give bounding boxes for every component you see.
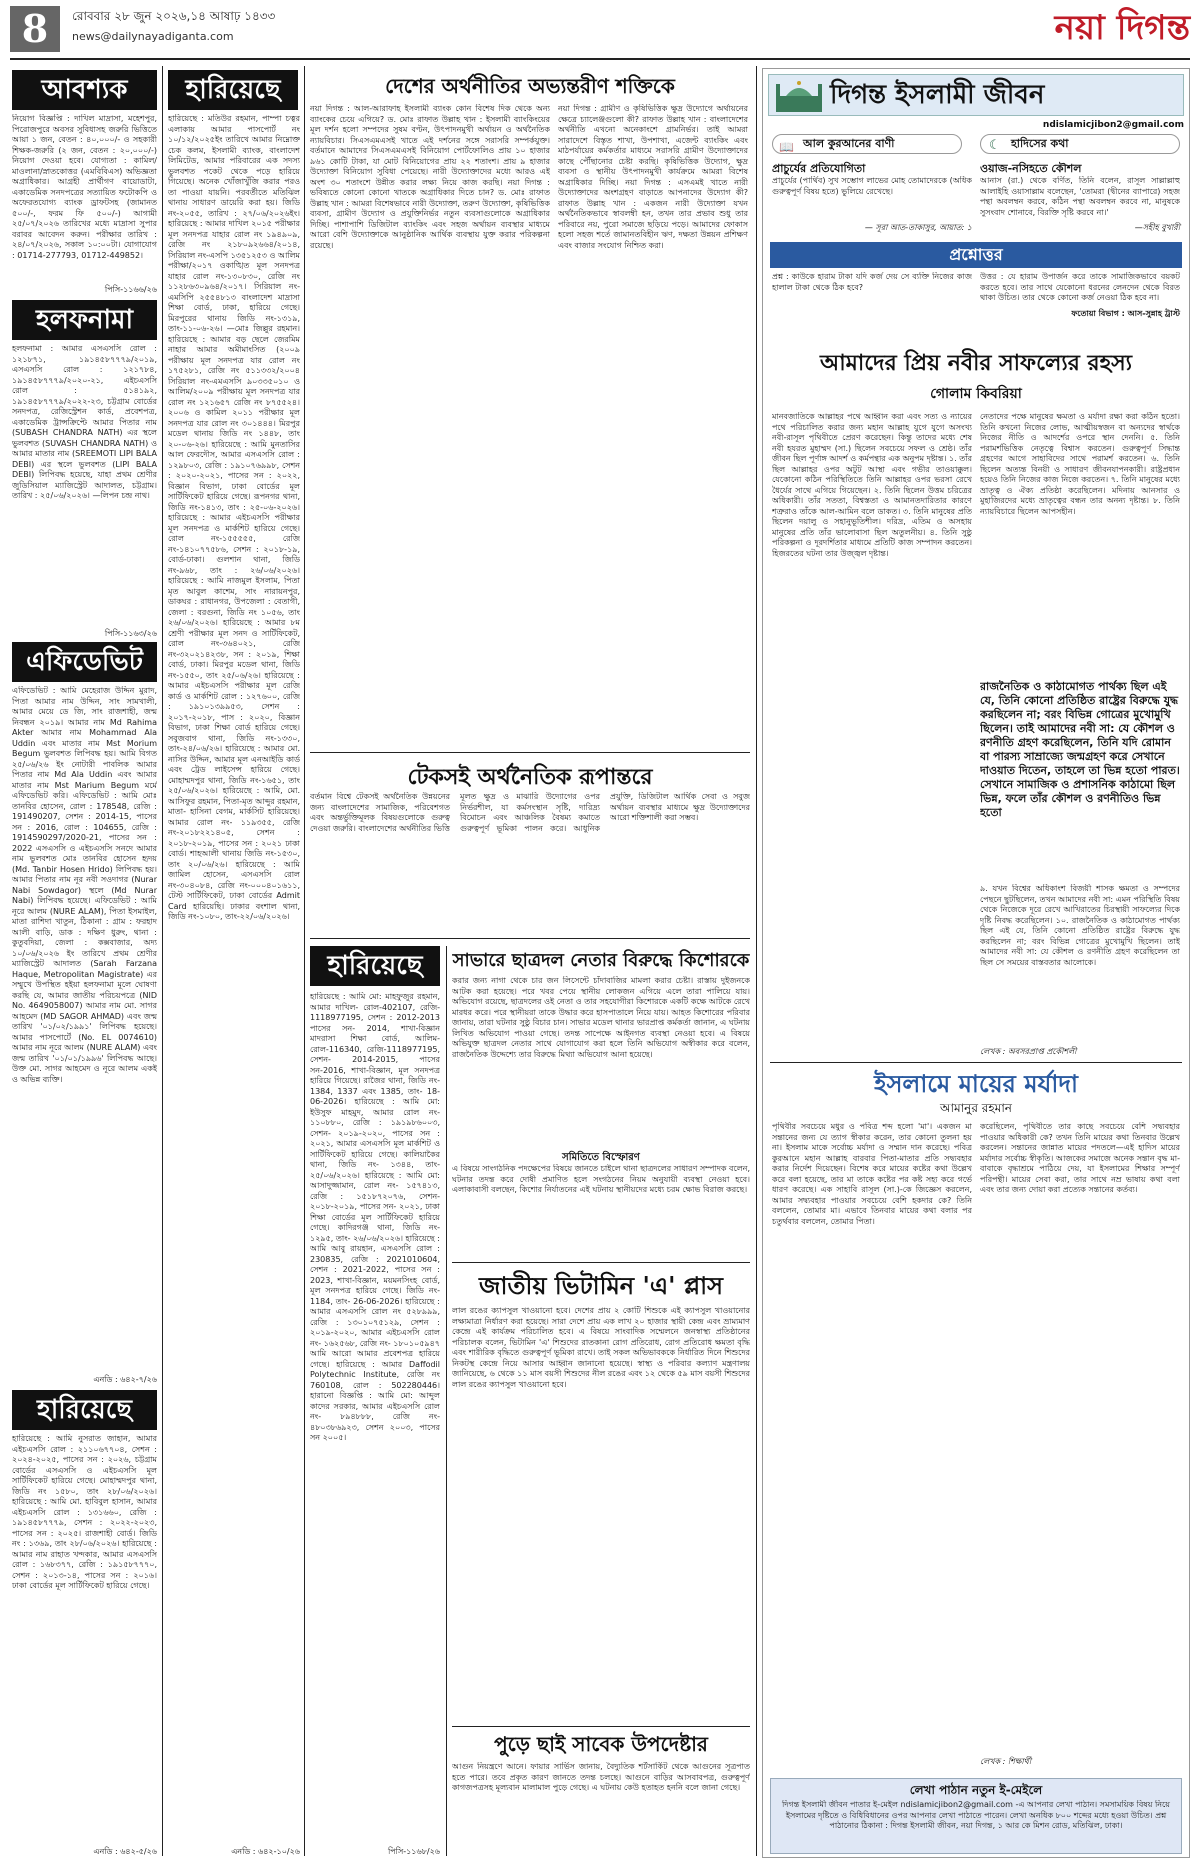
masthead-logo: নয়া দিগন্ত: [1054, 8, 1190, 48]
harieche-code-col2: এনডি : ৬৪২-১০/২৬: [231, 1847, 300, 1856]
center-rule-2: [310, 938, 750, 939]
puruchai-text: আগুন নিয়ন্ত্রণে আনে। ফায়ার সার্ভিস জানায়, বৈদ্যুতিক শর্টসার্কিট থেকে আগুনের সূত্রপাত হতে পারে। তবে প্রকৃত কারণ জানতে তদন্ত চলছে। আগুনে বাড়ির আসবাবপত্র, গুরুত্বপূর্ণ কাগজপত্রসহ মূল্যবান মালামাল পুড়ে গেছে। এ ঘটনায় কেউ হতাহত হননি বলে জানা গেছে।: [452, 1762, 750, 1792]
kishore-text: করার জন্য নাগা থেকে চার জন লিসেন্টে চাঁদাবাজির মামলা করার চেষ্টা। রাস্তায় দুইজনকে আটক করা হয়েছে। পরে খবর পেয়ে স্থানীয় লোকজন এগিয়ে এলে তারা পালিয়ে যায়। অভিযোগ রয়েছে, ছাত্রদলের ওই নেতা ও তার সহযোগীরা কিশোরকে একটি কক্ষে আটকে রেখে মারধর করে। পরে স্থানীয়রা তাকে উদ্ধার করে হাসপাতালে নিয়ে যায়। আহত কিশোরের পরিবার জানায়, তারা ঘটনার সুষ্ঠু বিচার চান। সাভার মডেল থানার ভারপ্রাপ্ত কর্মকর্তা জানান, এ ঘটনায় লিখিত অভিযোগ পাওয়া গেছে। তদন্ত সাপেক্ষে আইনগত ব্যবস্থা নেওয়া হবে। এ বিষয়ে অভিযুক্ত ছাত্রদল নেতার সাথে যোগাযোগ করা হলে তিনি অভিযোগ অস্বীকার করে বলেন, রাজনৈতিক উদ্দেশ্যে তার বিরুদ্ধে মিথ্যা অভিযোগ আনা হয়েছে।: [452, 976, 750, 1059]
affidavit-text: এফিডেভিট : আমি মেহেরাজ উদ্দিন মুরাদ, পিতা আমার নাম উদ্দিন, সাং সামখালী, আমার মেয়ে ডে জি, সাং রাজশাহী, জন্ম নিবন্ধন ২০১৯। আমার নাম Md Rahima Akter আমার নাম Mohammad Ala Uddin এবং মাতার নাম Mst Morium Begum ভুলবশত লিপিবদ্ধ হয়। আমি বিগত ২৫/০৬/২৬ ইং নোটারী পাবলিক আমার পিতার নাম Md Ala Uddin এবং আমার মাতার নাম Mst Marium Begum মর্মে এফিডেভিট করি। এফিডেভিট : আমি মোঃ তানবির হোসেন, রোল : 178548, রেজি : 191490207, সেশন : 2014-15, পাসের সন : 2016, রোল : 104655, রেজি : 1914590297/2020-21, পাসের সন : 2022 এসএসসি ও এইচএসসি সনদে আমার নাম ভুলবশত মোঃ তানবির হোসেন হৃদয় (Md. Tanbir Hosen Hrido) লিপিবদ্ধ হয়। আমার পিতার নাম নূর নবী সওদাগর (Nurar Nabi Sowdagor) স্থলে (Md Nurar Nabi) লিপিবদ্ধ হয়েছে। এফিডেভিট : আমি নূরে আলম (NURE ALAM), পিতা ইসমাইল, মাতা রাশিদা খাতুন, ঠিকানা : গ্রাম : ফরহাদ আলী বাড়ি, ডাক : দক্ষিণ ধুরুং, থানা : কুতুবদিয়া, জেলা : কক্সবাজার, অদ্য ১০/০৬/২০২৬ ইং তারিখে প্রথম শ্রেণীর ম্যাজিস্ট্রেট আদালত (Sarah Farzana Haque, Metropolitan Magistrate) এর সম্মুখে উপস্থিত হইয়া হলফনামা মূলে ঘোষণা করছি যে, আমার জাতীয় পরিচয়পত্রে (NID No. 4649058007) আমার নাম মো. সাগর আহমেদ (MD SAGOR AHMAD) এবং জন্ম তারিখ '০১/০২/১৯৯১' লিপিবদ্ধ হয়েছে। আমার পাসপোর্টে (No. EL 0074610) আমার নাম নূরে আলম (NURE ALAM) এবং জন্ম তারিখ '০১/০১/১৯৯৬' লিপিবদ্ধ আছে। উক্ত মো. সাগর আহমেদ ও নূরে আলম একই ও অভিন্ন ব্যক্তি।: [12, 686, 157, 1084]
masthead-rule: [10, 58, 1190, 60]
harieche-heading-center: হারিয়েছে: [310, 946, 440, 986]
col-divider-1: [162, 66, 163, 1856]
kishore-subhead: সমিতিতে বিস্ফোরণ: [562, 1152, 640, 1163]
book-icon: 📖: [779, 140, 794, 154]
center-rule-3: [452, 1262, 750, 1263]
economy-text-a: নয়া দিগন্ত : আল-আরাফাহ ইসলামী ব্যাংক কোন বিশেষ দিক থেকে অন্য ব্যাংকের চেয়ে এগিয়ে? ড. মোঃ রাফাত উল্লাহ খান : ইসলামী ব্যাংকিংয়ের মূল দর্শন হলো সম্পদের সুষম বণ্টন, উৎপাদনমুখী অর্থায়ন ও অর্থনৈতিক ন্যায়বিচার। সিএসএমএসই খাতে এই দর্শনের সঙ্গে সরাসরি সম্পর্কযুক্ত। বর্তমানে আমাদের সিএসএমএসই বিনিয়োগ পোর্টফোলিও প্রায় ১০ হাজার ৯৬১ কোটি টাকা, যা মোট বিনিয়োগের প্রায় ২২ শতাংশ। প্রায় ৯ হাজার উদ্যোক্তা বিনিয়োগ সুবিধা পেয়েছে। নারী উদ্যোক্তাদের মধ্যে আরও এই অংশ ৩০ শতাংশে উন্নীত করার লক্ষ্য নিয়ে কাজ করছি। নয়া দিগন্ত : ভবিষ্যতে কোনো কোনো খাতকে অগ্রাধিকার দিতে চান? ড. মোঃ রাফাত উল্লাহ খান : আমরা বিশেষভাবে নারী উদ্যোক্তা, তরুণ উদ্যোক্তা, কৃষিভিত্তিক ব্যবসা, গ্রামীণ উদ্যোগ ও প্রযুক্তিনির্ভর নতুন ব্যবসাগুলোকে অগ্রাধিকার দিচ্ছি। পাশাপাশি ডিজিটাল ব্যাংকিং এবং সহজ অর্থায়ন ব্যবস্থার মাধ্যমে আরো বেশি উদ্যোক্তাকে আনুষ্ঠানিক আর্থিক ব্যবস্থায় যুক্ত করার পরিকল্পনা রয়েছে।: [310, 104, 550, 250]
headline-mother: ইসলামে মায়ের মর্যাদা: [874, 1069, 1078, 1098]
quran-label-text: আল কুরআনের বাণী: [803, 137, 895, 150]
harieche-text-col2: হারিয়েছে : মতিউর রহমান, পাম্পা চত্বর এলাকায় আমার পাসপোর্ট নং ১০/১২/২০২৫ইং তারিখে আমার নিম্নোক্ত চেক কলম, ইসলামী ব্যাংক, বাংলাদেশ লিমিটেড, আমার পরিবারের এক সদস্য ভুলবশত পকেট থেকে পড়ে হারিয়ে গিয়েছে। অনেক খোঁজাখুঁজি করার পরও তা পাওয়া যায়নি। পরবর্তীতে মতিঝিল থানায় সাধারণ ডায়েরি করা হয়। জিডি নং-২০৫৫, তারিখ : ২৭/০৬/২০২৬ইং। হারিয়েছে : আমার দাখিল ২০১৫ পরীক্ষার মূল সনদপত্র যাহার রোল নং ১৯৪৯০৯, রেজি নং ২১৮০৯২৬৬৪/২০১৪, সিরিয়াল নং-এসপি ১৩৫১২৫৩ ও আলিম পরীক্ষা/২০১৭ ওকাঙ্খিত মূল সনদপত্র যাহার রোল নং-১৩০৮৩০, রেজি নং ১১২৮৬৩০৯৬৪/২০১৭। সিরিয়াল নং-এমসিপি ২৫৫৪৮১৩ বাংলাদেশ মাদ্রাসা শিক্ষা বোর্ড, ঢাকা, হারিয়ে গেছে। মিরপুরের থানায় জিডি নং-১৩১৯, তাং-১১-০৬-২৬। —মোঃ জিল্লুর রহমান। হারিয়েছে : আমার বড় ছেলে জেরমিম নাহার আমার অমীমাংসিত (২০০৯ পরীক্ষায় মূল সনদপত্র যার রোল নং ১৭৫২৮১, রেজি নং ৫১১৩৩২/২০০৪ সিরিয়াল নং-এমএসসি ৯০৩৩৫০১০ ও আলিম/২০০৯ পরীক্ষায় মূল সনদপত্র যার রোল নং ১২১৬৫৭ রেজি নং ৮৭৫৫২৪। ২০০৬ ও কামিল ২০১১ পরীক্ষার মূল সনদপত্র যার রোল নং ৩০১৪৪৪। মিরপুর মডেল থানায় জিডি নং ১৪৪৮, তাং ২০-০৬-২৬। হারিয়েছে : আমি মুনতাসির আল ফেরদৌস, আমার এসএসসি রোল : ১২৯৮০৩, রেজি : ১৯১০৭৬৯৯৮, সেশন : ২০২০-২০২১, পাসের সন : ২০২২, বিজ্ঞান বিভাগ, ঢাকা বোর্ডের মূল সার্টিফিকেট হারিয়ে গেছে। রূপনগর থানা, জিডি নং-১৪১৩, তাং : ২৫-০৬-২০২৬। হারিয়েছে : আমার এইচএসসি পরীক্ষার মূল সনদপত্র ও মার্কশিট হারিয়ে গেছে। রোল নং-১৫৫৫৫৫, রেজি নং-১৪১০৭৭৫৮৬, সেশন : ২০১৮-১৯, বোর্ড-ঢাকা। গুলশান থানা, জিডি নং-৯৬৮, তাং : ২৬/০৬/২০২৬। হারিয়েছে : আমি নাজমুল ইসলাম, পিতা মৃত আবুল কাশেম, সাং নারায়নপুর, ডাকঘর : রাধানগর, উপজেলা : বেতাগী, জেলা : বরগুনা, জিডি নং ১০৫৬, তাং ২৬/০৬/২০২৬। হারিয়েছে : আমার ৮ম শ্রেণী পরীক্ষার মূল সনদ ও সার্টিফিকেট, রোল নং-৩৬৪০২১, রেজি নং-৩২০২১৪২৩৮, সন : ২০১৯, শিক্ষা বোর্ড, ঢাকা। মিরপুর মডেল থানা, জিডি নং-১৫৫০, তাং ২৫/০৬/২৬। হারিয়েছে : আমার এইচএসসি পরীক্ষার মূল রেজি কার্ড ও মার্কশিট রোল : ১২৭৬০০, রেজি : ১৯১০১৩৯৯৫৩, সেশন : ২০১৭-২০১৮, পাস : ২০২০, বিজ্ঞান বিভাগ, ঢাকা শিক্ষা বোর্ড হারিয়ে গেছে। সবুজবাগ থানা, জিডি নং-১৩৩০, তাং-২৪/০৬/২৬। হারিয়েছে : আমার মো. নাসির উদ্দিন, আমার মূল এনআইডি কার্ড এবং ট্রেড লাইসেন্স হারিয়ে গেছে। মোহাম্মদপুর থানা, জিডি নং-১৬৫১, তাং ২৫/০৬/২০২৬। হারিয়েছে : আমি, মো. আসিফুর রহমান, পিতা-মৃত আব্দুর রহমান, মাতা- হাসিনা বেগম, মার্কসিট হারিয়েছে। আমার রোল নং- ১১৯৩৫৫, রেজি নং-২০১৮২২১৪০৫, সেশন : ২০১৮-২০১৯, পাসের সন : ২০২১ ঢাকা বোর্ড। শাহআলী থানায় জিডি নং-১৫৩০, তাং ২০/০৬/২৬। হারিয়েছে : আমি জামিল হোসেন, এসএসসি রোল নং-৩০৪০৮৪, রেজি নং-০০০৪০১৬১১, টেস্ট সার্টিফিকেট, ঢাকা বোর্ডের Admit Card হারিয়েছি। ঢাকার বংশাল থানা, জিডি নং-১০৮০, তাং-২২/০৬/২০২৬।: [168, 114, 300, 921]
hadith-label-text: হাদিসের কথা: [1011, 137, 1069, 150]
crescent-icon: ☾: [989, 138, 1001, 153]
center-rule-1: [310, 752, 750, 753]
qa-heading: প্রশ্নোত্তর: [770, 242, 1182, 268]
nobi-text-b: নেতাদের পক্ষে মানুষের ক্ষমতা ও মর্যাদা রক্ষা করা কঠিন হতো। তিনি কখনো নিজের লোভ, আত্মীয়স্বজন বা অন্যদের স্বার্থকে নিজের নীতি ও আদর্শের ওপরে স্থান দেননি। ৫. তিনি পরামর্শভিত্তিক নেতৃত্বে বিশ্বাস করতেন। গুরুত্বপূর্ণ সিদ্ধান্ত গ্রহণের আগে সাহাবিদের সাথে পরামর্শ করতেন। ৬. তিনি ছিলেন অত্যন্ত বিনয়ী ও সাধারণ জীবনযাপনকারী। রাষ্ট্রপ্রধান হয়েও তিনি নিজের কাজ নিজে করতেন। ৭. তিনি মানুষের মধ্যে ভ্রাতৃত্ব ও ঐক্য প্রতিষ্ঠা করেছিলেন। মদিনায় আনসার ও মুহাজিরদের মধ্যে ভ্রাতৃত্বের বন্ধন তার অনন্য দৃষ্টান্ত। ৮. তিনি ন্যায়বিচারে ছিলেন আপসহীন।: [980, 412, 1180, 516]
masthead-date: রোববার ২৮ জুন ২০২৬,১৪ আষাঢ় ১৪৩৩: [72, 9, 276, 23]
islamic-footer-title: লেখা পাঠান নতুন ই-মেইলে: [909, 1783, 1043, 1797]
quran-text: প্রাচুর্যের (পার্থিব) সুখ সম্ভোগ লাভের মোহ তোমাদেরকে (অধিক গুরুত্বপূর্ণ বিষয় হতে) ভুলিয়ে রেখেছে।: [772, 176, 972, 196]
headline-puruchai: পুড়ে ছাই সাবেক উপদেষ্টার: [494, 1732, 708, 1756]
qa-answer: উত্তর : যে হারাম উপার্জন করে তাকে সামাজিকভাবে বয়কট করতে হবে। তার সাথে যেকোনো ধরনের লেনদেন থেকে বিরত থাকা উচিত। তার থেকে কোনো কর্জ নেওয়া ঠিক হবে না।: [980, 272, 1180, 302]
nobi-pull-quote: রাজনৈতিক ও কাঠামোগত পার্থক্য ছিল এই যে, তিনি কোনো প্রতিষ্ঠিত রাষ্ট্রের বিরুদ্ধে যুদ্ধ করছিলেন না; বরং বিভিন্ন গোত্রের মুখোমুখি ছিলেন। তাই আমাদের নবী সা: যে কৌশল ও রণনীতি গ্রহণ করেছিলেন, তিনি যদি রোমান বা পারস্য সাম্রাজ্যে জন্মগ্রহণ করে সেখানে দাওয়াত দিতেন, তাহলে তা ভিন্ন হতো পারত। সেখানে সামাজিক ও প্রশাসনিক কাঠামো ছিল ভিন্ন, ফলে তাঁর কৌশল ও রণনীতিও ভিন্ন হতো: [980, 680, 1180, 819]
holofnama-heading: হলফনামা: [12, 300, 157, 340]
masthead-email: news@dailynayadiganta.com: [72, 30, 234, 43]
quran-label: [772, 134, 962, 154]
mosque-icon: [774, 78, 824, 112]
holofnama-text: হলফনামা : আমার এসএসসি রোল : ১২১৮৭১, ১৯১৪৫৮৭৭৭৯/২০১৯, এসএসসি রোল : ১২১৭৮৪, ১৯১৪৫৮৭৭৭৯/২০২০-২১, এইচএসসি রোল : ৫১৪১৯২, ১৯১৪৫৮৭৭৭৯/২০২২-২৩, চট্টগ্রাম বোর্ডের সনদপত্র, রেজিস্ট্রেশন কার্ড, প্রবেশপত্র, একাডেমিক ট্রান্সক্রিপ্টে আমার পিতার নাম (SUBASH CHANDRA NATH) এর স্থলে ভুলবশত (SUVASH CHANDRA NATH) ও আমার মাতার নাম (SREEMOTI LIPI BALA DEBI) এর স্থলে ভুলবশত (LIPI BALA DEBI) লিপিবদ্ধ হয়েছে, যাহা প্রথম শ্রেণীর জুডিসিয়াল ম্যাজিস্ট্রেট আদালত, চট্টগ্রাম। তারিখ : ২৫/০৬/২০২৬। —লিপন চন্দ্র নাথ।: [12, 344, 157, 500]
aboshyok-text: নিয়োগ বিজ্ঞপ্তি : দাখিল মাদ্রাসা, মহেশপুর, পিরোজপুরে অবসর সুবিধাসহ জরুরি ভিত্তিতে আয়া ১ জন, বেতন : ৪০,০০০/- ও সহকারী শিক্ষক-জরুরি (২ জন, বেতন : ২০,০০০/-) নিয়োগ দেওয়া হবে। যোগ্যতা : কামিল/মাওলানা/স্নাতকোত্তর (এমবিবিএস) অভিজ্ঞতা অগ্রাধিকার। আগ্রহী প্রার্থীগণ বায়োডাটা, একাডেমিক সনদপত্রের সত্যায়িত ফটোকপি ও অফেরতযোগ্য ব্যাংক ড্রাফটসহ (জামানত ৫০০/-, ফরম ফি ৫০০/-) আগামী ২৫/০৭/২০২৬ তারিখের মধ্যে মাদ্রাসা সুপার বরাবর আবেদন করুন। পরীক্ষার তারিখ : ২৪/০৭/২০২৬, সকাল ১০:০০টা। যোগাযোগ : 01714-277793, 01712-449852।: [12, 114, 157, 260]
headline-kishore: সাভারে ছাত্রদল নেতার বিরুদ্ধে কিশোরকে: [452, 950, 750, 971]
page-number: 8: [10, 6, 60, 52]
harieche-text-center: হারিয়েছে : আমি মো: মাহফুজুর রহমান, আমার দাখিল- রোল-402107, রেজি- 1118977195, সেশন : 2012-2013 পাসের সন- 2014, শাখা-বিজ্ঞান মাদরাসা শিক্ষা বোর্ড, আলিম-রোল-116340, রেজি-1118977195, সেশন- 2014-2015, পাসের সন-2016, শাখা-বিজ্ঞান, মূল সনদপত্র হারিয়ে গিয়েছে। রাজৈর থানা, জিডি নং- 1384, 1337 এবং 1385, তাং- 18-06-2026। হারিয়েছে : আমি মো: ইউসুফ মাহমুদ, আমার রোল নং- ১১০৮৮০, রেজি : ১৯১৯৮৬০০৩, সেশন- ২০১৯-২০২০, পাসের সন : ২০২১, আমার এসএসসি মূল মার্কশিট ও সার্টিফিকেট হারিয়ে গেছে। কালিয়াকৈর থানা, জিডি নং- ১৩৪৪, তাং- ২৫/০৬/২০২৬। হারিয়েছে : আমি মো: আসাদুজ্জামান, রোল নং- ১৫৭৪১৩, রেজি : ১৫১৮৭২০৭৬, সেশন- ২০১৮-২০১৯, পাসের সন- ২০২১, ঢাকা শিক্ষা বোর্ডের মূল সার্টিফিকেট হারিয়ে গেছে। কাদিরগঞ্জ থানা, জিডি নং- ১২৯৫, তাং- ২৬/০৬/২০২৬। হারিয়েছে : আমি আবু রায়হান, এসএসসি রোল : 230835, রেজি : 2021010604, সেশন : 2021-2022, পাসের সন : 2023, শাখা-বিজ্ঞান, ময়মনসিংহ বোর্ড, মূল সনদপত্র হারিয়ে গেছে। জিডি নং- 1184, তাং- 26-06-2026। হারিয়েছে : আমার এসএসসি রোল নং ৫২৮৯৯৯, রেজি : ১৩০১০৭৫১২৯, সেশন : ২০১৯-২০২০, আমার এইচএসসি রোল নং- ১৬২৫৬৮, রেজি নং- ১৮০১০৫৯৪৭ আমি আরো আমার প্রবেশপত্র হারিয়ে গেছে। হারিয়েছে : আমার Daffodil Polytechnic Institute, রেজি নং 760108, রোল : 502280446। হারানো বিজ্ঞপ্তি : আমি মো: আব্দুল কাদের সরকার, আমার এইচএসসি রোল নং- ৮৯৪৮৮৮, রেজি নং- ৪৮০৩৮৬৯২৩, সেশন ২০০৩, পাসের সন ২০০৫।: [310, 992, 440, 1442]
mother-text-b: করেছিলেন, পৃথিবীতে তার কাছে সবচেয়ে বেশি সদ্ব্যবহার পাওয়ার অধিকারী কে? তখন তিনি মায়ের কথা তিনবার উল্লেখ করলেন। সন্তানের জান্নাত মায়ের পদতলে—এই হাদিস মায়ের মর্যাদার সর্বোচ্চ স্বীকৃতি। আজকের সমাজে অনেক সন্তান বৃদ্ধ মা-বাবাকে বৃদ্ধাশ্রমে পাঠিয়ে দেয়, যা ইসলামের শিক্ষার সম্পূর্ণ পরিপন্থী। মায়ের সেবা করা, তার সাথে নম্র ভাষায় কথা বলা এবং তার জন্য দোয়া করা প্রত্যেক সন্তানের কর্তব্য।: [980, 1122, 1180, 1194]
hadith-heading: ওয়াজ-নসিহতে কৌশল: [980, 162, 1082, 175]
hadith-label: [980, 134, 1180, 154]
headline-nobi: আমাদের প্রিয় নবীর সাফল্যের রহস্য: [819, 350, 1133, 376]
affidavit-code: এনডি : ৬৪২-৭/২৬: [93, 1375, 157, 1384]
hadith-ref: —সহীহ বুখারী: [1134, 223, 1180, 232]
headline-vitamin: জাতীয় ভিটামিন 'এ' প্লাস: [479, 1271, 723, 1300]
aboshyok-heading: আবশ্যক: [12, 70, 157, 110]
nobi-writer: লেখক : অবসরপ্রাপ্ত প্রকৌশলী: [980, 1047, 1077, 1056]
hadith-text: আনাস (রা.) থেকে বর্ণিত, তিনি বলেন, রাসূল সাল্লাল্লাহু আলাইহি ওয়াসাল্লাম বলেছেন, 'তোমরা (দ্বীনের ব্যাপারে) সহজ পন্থা অবলম্বন করবে, কঠিন পন্থা অবলম্বন করবে না, মানুষকে সুসংবাদ শোনাবে, বিরক্তি সৃষ্টি করবে না।': [980, 176, 1180, 217]
mother-writer: লেখক : শিক্ষার্থী: [980, 1757, 1032, 1766]
headline-economy: দেশের অর্থনীতির অভ্যন্তরীণ শক্তিকে: [385, 74, 675, 98]
col-divider-4: [756, 66, 757, 1856]
kishore-text-b: এ বিষয়ে সাংগঠনিক পদক্ষেপের বিষয়ে জানতে চাইলে থানা ছাত্রদলের সাধারণ সম্পাদক বলেন, ঘটনার তদন্ত করে দোষী প্রমাণিত হলে সংগঠনের নিয়ম অনুযায়ী ব্যবস্থা নেওয়া হবে। এলাকাবাসী বলছেন, কিশোর নির্যাতনের এই ঘটনায় স্থানীয়দের মধ্যে চরম ক্ষোভ বিরাজ করছে।: [452, 1164, 750, 1194]
harieche-heading-col2: হারিয়েছে: [168, 70, 298, 110]
nobi-author: গোলাম কিবরিয়া: [930, 386, 1022, 402]
qa-question: প্রশ্ন : কাউকে হারাম টাকা যদি কর্জ দেয় সে ব্যক্তি নিজের কাজ হালাল টাকা থেকে ঠিক হবে?: [772, 272, 972, 292]
quran-heading: প্রাচুর্যের প্রতিযোগিতা: [772, 162, 866, 175]
nobi-text-c: ৯. যখন বিশ্বের অধিকাংশ বিজয়ী শাসক ক্ষমতা ও সম্পদের পেছনে ছুটছিলেন, তখন আমাদের নবী সা: এমন পরিস্থিতি বিষয় থেকে নিজেকে দূরে রেখে আখিরাতের চিরস্থায়ী সাফল্যের দিকে দৃষ্টি নিবদ্ধ করেছিলেন। ১০. রাজনৈতিক ও কাঠামোগত পার্থক্য ছিল এই যে, তিনি কোনো প্রতিষ্ঠিত রাষ্ট্রের বিরুদ্ধে যুদ্ধ করছিলেন না; বরং বিভিন্ন গোত্রের মুখোমুখি ছিলেন। তাই আমাদের নবী সা: যে কৌশল ও রণনীতি গ্রহণ করেছিলেন তা ছিল সে সময়ের বাস্তবতার আলোকে।: [980, 884, 1180, 967]
harieche-code-col1: এনডি : ৬৪২-৫/২৬: [93, 1847, 157, 1856]
vitamin-text: লাল রঙের ক্যাপসুল খাওয়ানো হবে। দেশের প্রায় ২ কোটি শিশুকে এই ক্যাপসুল খাওয়ানোর লক্ষ্যমাত্রা নির্ধারণ করা হয়েছে। সারা দেশে প্রায় এক লাখ ২০ হাজার স্থায়ী কেন্দ্র এবং ভ্রাম্যমাণ কেন্দ্রে এই কার্যক্রম পরিচালিত হবে। এ বিষয়ে সাংবাদিক সম্মেলনে জনস্বাস্থ্য প্রতিষ্ঠানের পরিচালক বলেন, ভিটামিন 'এ' শিশুদের রাতকানা রোগ প্রতিরোধ, রোগ প্রতিরোধ ক্ষমতা বৃদ্ধি এবং শারীরিক বৃদ্ধিতে গুরুত্বপূর্ণ ভূমিকা রাখে। তাই সকল অভিভাবককে নির্ধারিত দিনে শিশুদের নিকটস্থ কেন্দ্রে নিয়ে আসার আহ্বান জানানো হয়েছে। স্বাস্থ্য ও পরিবার কল্যাণ মন্ত্রণালয় জানিয়েছে, ৬ থেকে ১১ মাস বয়সী শিশুদের নীল রঙের এবং ১২ থেকে ৫৯ মাস বয়সী শিশুদের লাল রঙের ক্যাপসুল খাওয়ানো হবে।: [452, 1306, 750, 1389]
quran-ref: — সূরা আত-তাকাসুর, আয়াত: ১: [864, 223, 972, 232]
harieche-code-center: পিসি-১১৬৮/২৬: [387, 1847, 440, 1856]
headline-techsoi: টেকসই অর্থনৈতিক রূপান্তরে: [407, 764, 653, 790]
islamic-footer-text: দিগন্ত ইসলামী জীবন পাতার ই-মেইল ndislamicjibon2@gmail.com -এ আপনার লেখা পাঠান। সমসাময়িক বিষয় নিয়ে ইসলামের দৃষ্টিতে ও বিধিবিধানের ওপর আপনার লেখা পাঠাতে পারেন। লেখা অনধিক ৮০০ শব্দের মধ্যে হওয়া উচিত। প্রশ্ন পাঠানোর ঠিকানা : দিগন্ত ইসলামী জীবন, নয়া দিগন্ত, ১ আর কে মিশন রোড, মতিঝিল, ঢাকা।: [782, 1800, 1170, 1830]
harieche-heading-col1: হারিয়েছে: [12, 1390, 157, 1430]
harieche-text-col1: হারিয়েছে : আমি নুসরাত জাহান, আমার এইচএসসি রোল : ২১১০৬৭৭০৪, সেশন : ২০২৪-২০২৫, পাসের সন : ২০২৬, চট্টগ্রাম বোর্ডের এসএসসি ও এইচএসসি মূল সার্টিফিকেট হারিয়ে গেছে। মোহাম্মদপুর থানা, জিডি নং ১৫৮০, তাং ২৮/০৬/২০২৬। হারিয়েছে : আমি মো. হাবিবুল হাসান, আমার এইচএসসি রোল : ১৩১৬৬০, রেজি : ১৯১৪৫৮৭৭৭৯, সেশন : ২০২২-২০২৩, পাসের সন : ২০২৫। রাজশাহী বোর্ড। জিডি নং : ১৩৬৯, তাং ২৮/০৬/২০২৬। হারিয়েছে : আমার নাম রাহাত খন্দকার, আমার এসএসসি রোল : ১৬৮৩৭৭, রেজি : ১৯১৫৮৭৭৭০, সেশন : ২০১৩-১৪, পাসের সন : ২০১৬। ঢাকা বোর্ডের মূল সার্টিফিকেট হারিয়ে গেছে।: [12, 1434, 157, 1590]
islamic-rule-1: [770, 1062, 1182, 1063]
holofnama-code: পিসি-১১৬৩/২৬: [104, 629, 157, 638]
islamic-email: ndislamicjibon2@gmail.com: [1042, 120, 1184, 130]
affidavit-heading: এফিডেভিট: [12, 642, 157, 682]
islamic-banner-title: দিগন্ত ইসলামী জীবন: [830, 80, 1045, 110]
nobi-text-a: মানবজাতিকে আল্লাহর পথে আহ্বান করা এবং সত্য ও ন্যায়ের পথে পরিচালিত করার জন্য মহান আল্লাহ যুগে যুগে অসংখ্য নবী-রাসূল পৃথিবীতে প্রেরণ করেছেন। কিন্তু তাদের মধ্যে শেষ নবী হযরত মুহাম্মদ (সা.) ছিলেন সবচেয়ে সফল ও শ্রেষ্ঠ। তাঁর জীবন ছিল পূর্ণাঙ্গ আদর্শ ও কর্মপন্থার এক অনুপম দৃষ্টান্ত। ১. তাঁর ছিল আল্লাহর ওপর অটুট আস্থা এবং গভীর তাওয়াক্কুল। যেকোনো কঠিন পরিস্থিতিতে তিনি আল্লাহর ওপর ভরসা রেখে ধৈর্যের সাথে এগিয়ে গিয়েছেন। ২. তিনি ছিলেন উত্তম চরিত্রের অধিকারী। তাঁর সততা, বিশ্বস্ততা ও আমানতদারিতার কারণে শত্রুরাও তাঁকে আল-আমিন বলে ডাকত। ৩. তিনি মানুষের প্রতি ছিলেন দয়ালু ও সহানুভূতিশীল। দরিদ্র, এতিম ও অসহায় মানুষের প্রতি তাঁর ভালোবাসা ছিল অতুলনীয়। ৪. তিনি সুষ্ঠু পরিকল্পনা ও দূরদর্শিতার মাধ্যমে প্রতিটি কাজ সম্পাদন করতেন। হিজরতের ঘটনা তার উজ্জ্বল দৃষ্টান্ত।: [772, 412, 972, 558]
mother-text-a: পৃথিবীর সবচেয়ে মধুর ও পবিত্র শব্দ হলো 'মা'। একজন মা সন্তানের জন্য যে ত্যাগ স্বীকার করেন, তার কোনো তুলনা হয় না। ইসলাম মাকে সর্বোচ্চ মর্যাদা ও সম্মান দান করেছে। পবিত্র কুরআনে মহান আল্লাহ বারবার পিতা-মাতার প্রতি সদ্ব্যবহার করার নির্দেশ দিয়েছেন। বিশেষ করে মায়ের কষ্টের কথা উল্লেখ করে বলা হয়েছে, তার মা তাকে কষ্টের পর কষ্ট সহ্য করে গর্ভে ধারণ করেছে। এক সাহাবি রাসূল (সা.)-কে জিজ্ঞেস করলেন, আমার সদ্ব্যবহার পাওয়ার সবচেয়ে বেশি হকদার কে? তিনি বললেন, তোমার মা। এভাবে তিনবার মায়ের কথা বলার পর চতুর্থবার বললেন, তোমার পিতা।: [772, 1122, 972, 1226]
economy-text-b: নয়া দিগন্ত : গ্রামীণ ও কৃষিভিত্তিক ক্ষুদ্র উদ্যোগে অর্থায়নের ক্ষেত্রে চ্যালেঞ্জগুলো কী? রাফাত উল্লাহ খান : বাংলাদেশের অর্থনীতি এখনো অনেকাংশে গ্রামনির্ভর। তাই আমরা সারাদেশে বিস্তৃত শাখা, উপশাখা, এজেন্ট ব্যাংকিং এবং মাঠপর্যায়ের কর্মকর্তার মাধ্যমে সরাসরি গ্রামীণ উদ্যোক্তাদের কাছে পৌঁছানোর চেষ্টা করছি। কৃষিভিত্তিক উদ্যোগ, ক্ষুদ্র ব্যবসা ও স্থানীয় উৎপাদনমুখী কার্যক্রমে আমরা বিশেষ অগ্রাধিকার দিচ্ছি। নয়া দিগন্ত : এসএমই খাতে নারী উদ্যোক্তাদের অংশগ্রহণ বাড়াতে আপনাদের উদ্যোগ কী? রাফাত উল্লাহ খান : একজন নারী উদ্যোক্তা যখন অর্থনৈতিকভাবে স্বাবলম্বী হন, তখন তার প্রভাব শুধু তার পরিবারে নয়, পুরো সমাজে ছড়িয়ে পড়ে। আমাদের ফোকাস হলো সহজ শর্তে জামানতবিহীন ঋণ, দক্ষতা উন্নয়ন প্রশিক্ষণ এবং বাজার সংযোগ নিশ্চিত করা।: [558, 104, 748, 250]
col-divider-3: [446, 946, 447, 1856]
aboshyok-code: পিসি-১১৬৬/২৬: [104, 285, 157, 294]
qa-ref: ফতোয়া বিভাগ : আস-সুন্নাহ ট্রাস্ট: [1071, 309, 1180, 318]
techsoi-text: বর্তমান বিশ্বে টেকসই অর্থনৈতিক উন্নয়নের জন্য বাংলাদেশের সামাজিক, পরিবেশগত এবং অন্তর্ভুক্তিমূলক বিষয়গুলোকে গুরুত্ব দেওয়া জরুরি। বাংলাদেশের অর্থনীতির ভিত্তি মূলত ক্ষুদ্র ও মাঝারি উদ্যোগের ওপর নির্ভরশীল, যা কর্মসংস্থান সৃষ্টি, দারিদ্র্য বিমোচন এবং আঞ্চলিক বৈষম্য কমাতে গুরুত্বপূর্ণ ভূমিকা পালন করে। আধুনিক প্রযুক্তি, ডিজিটাল আর্থিক সেবা ও সবুজ অর্থায়ন ব্যবস্থার মাধ্যমে ক্ষুদ্র উদ্যোক্তাদের আরো শক্তিশালী করা সম্ভব।: [310, 792, 750, 833]
mother-author: আমানুর রহমান: [940, 1101, 1012, 1115]
center-rule-4: [452, 1726, 750, 1727]
col-divider-2: [304, 66, 305, 1856]
